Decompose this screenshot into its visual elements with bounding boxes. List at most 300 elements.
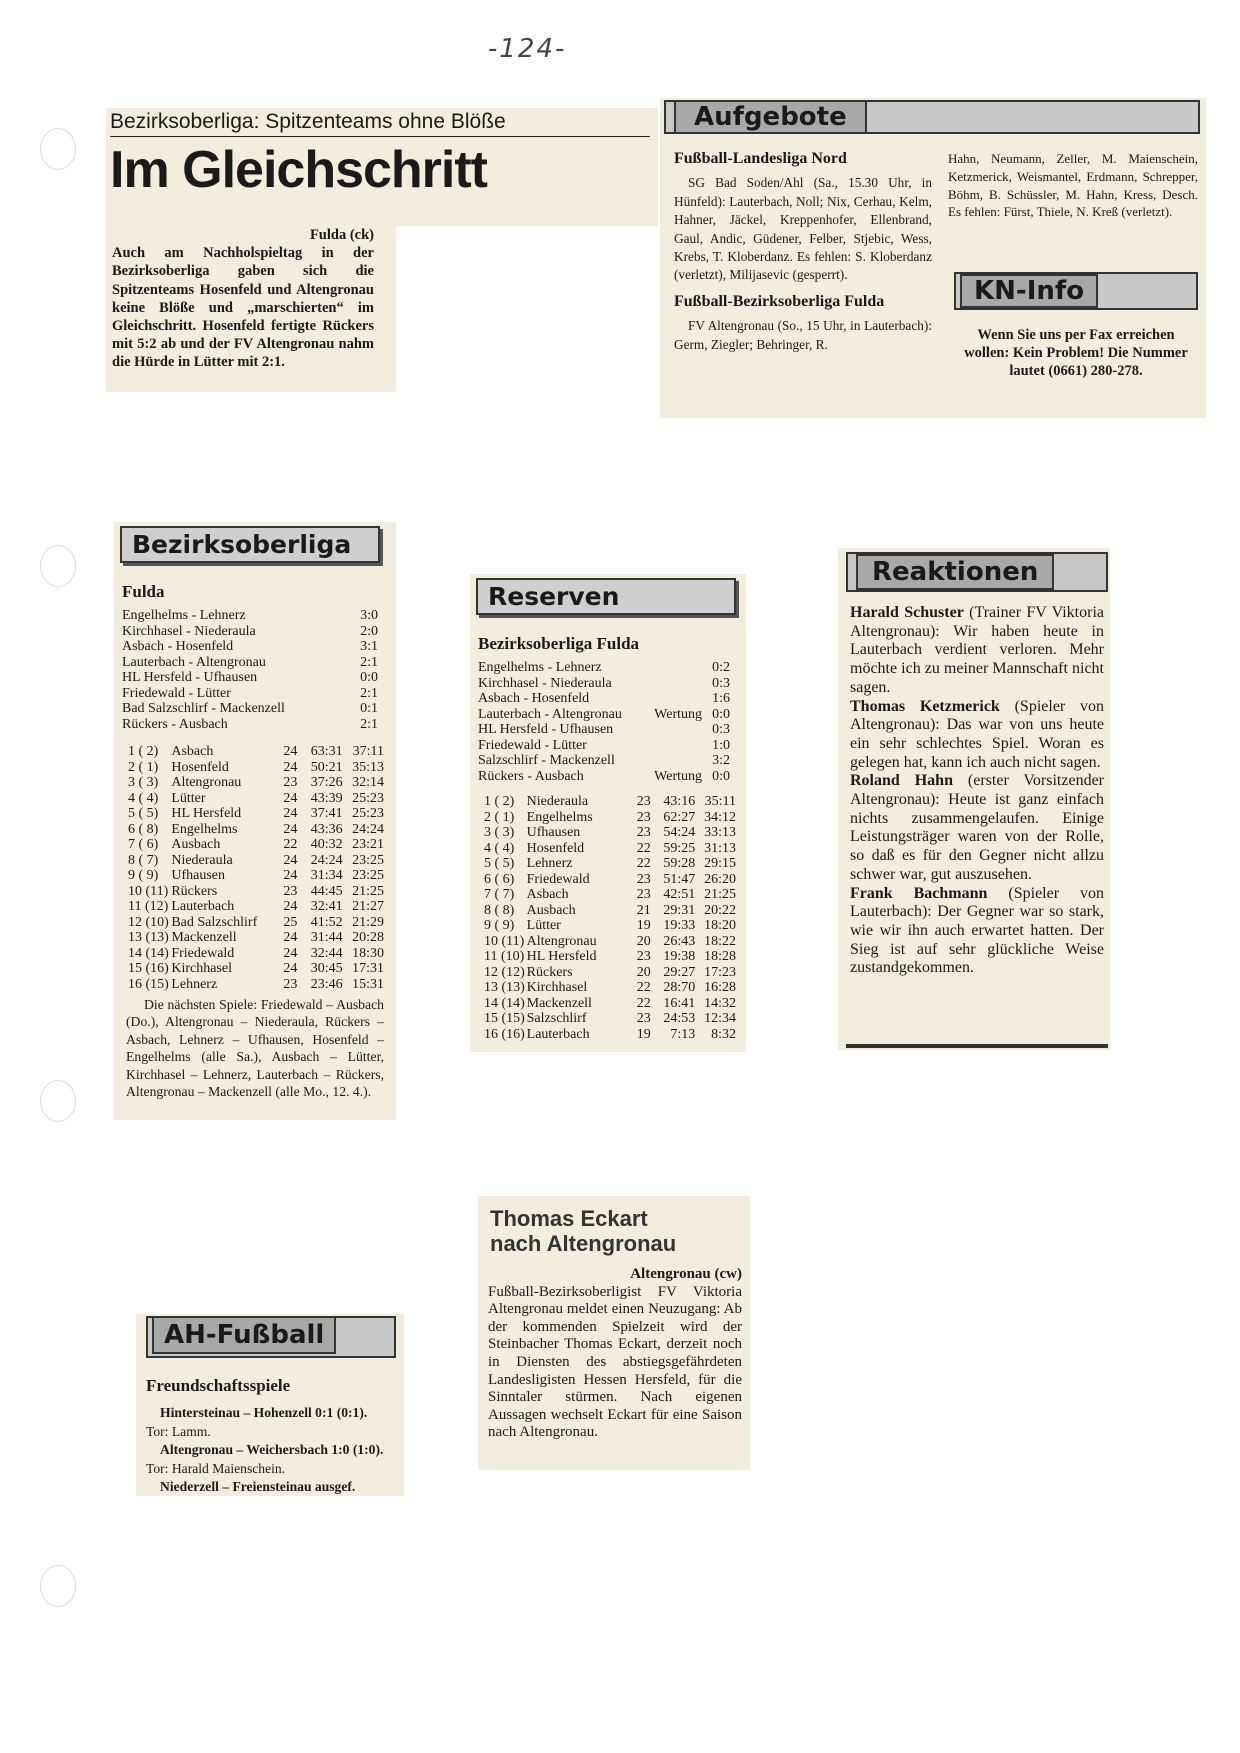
table-goals: 62:27 — [663, 809, 696, 825]
table-goals: 24:53 — [663, 1011, 696, 1026]
table-games: 25 — [283, 914, 298, 930]
result-match: Asbach - Hosenfeld — [478, 691, 590, 706]
result-score: 1:0 — [712, 737, 730, 753]
table-pos: 12 (12) — [484, 964, 525, 980]
table-goals: 7:13 — [670, 1026, 696, 1042]
table-points: 18:22 — [704, 933, 736, 949]
table-row — [484, 903, 736, 919]
table-goals: 59:25 — [663, 840, 696, 856]
table-points: 35:13 — [352, 759, 385, 775]
table-games: 22 — [636, 980, 651, 995]
table-team: Hosenfeld — [526, 840, 585, 856]
table-points: 17:31 — [352, 961, 385, 976]
table-pos: 12 (10) — [128, 914, 169, 930]
table-pos: 14 (14) — [484, 995, 525, 1011]
result-score: 3:2 — [712, 753, 730, 768]
reserven-standings — [484, 794, 736, 1042]
table-games: 24 — [283, 821, 298, 837]
table-goals: 37:41 — [310, 806, 343, 821]
table-games: 23 — [636, 825, 651, 840]
table-games: 21 — [636, 902, 651, 918]
table-games: 23 — [636, 871, 651, 887]
result-row — [478, 660, 730, 676]
reserven-results — [478, 660, 730, 784]
table-points: 31:13 — [704, 840, 736, 856]
table-row — [128, 868, 384, 884]
reaktionen-body — [850, 604, 1104, 978]
table-row — [484, 918, 736, 934]
result-match: Lauterbach - Altengronau — [478, 706, 622, 722]
table-goals: 41:52 — [310, 914, 343, 930]
table-row — [484, 934, 736, 950]
table-games: 22 — [636, 995, 651, 1011]
table-pos: 8 ( 8) — [484, 902, 515, 918]
table-row — [484, 856, 736, 872]
ah-line-plain: Tor: Harald Maienschein. — [146, 1460, 286, 1476]
table-pos: 5 ( 5) — [484, 856, 515, 871]
ah-line — [146, 1460, 396, 1479]
result-score: 2:1 — [360, 685, 378, 701]
table-pos: 7 ( 7) — [484, 887, 515, 902]
table-goals: 28:70 — [663, 980, 696, 995]
table-points: 18:20 — [704, 918, 736, 933]
table-pos: 15 (15) — [484, 1011, 525, 1026]
table-row — [484, 996, 736, 1012]
table-points: 21:29 — [352, 914, 385, 930]
reaktion-name: Harald Schuster — [850, 604, 964, 621]
result-row — [122, 686, 378, 702]
table-team: Ufhausen — [171, 868, 225, 883]
table-pos: 15 (16) — [128, 961, 169, 976]
table-goals: 24:24 — [310, 852, 343, 868]
table-points: 35:11 — [704, 794, 736, 809]
table-points: 21:27 — [352, 899, 385, 914]
table-games: 22 — [636, 840, 651, 856]
reserven-sub: Bezirksoberliga Fulda — [478, 634, 640, 653]
article-kicker: Bezirksoberliga: Spitzenteams ohne Blöße — [110, 110, 650, 137]
table-pos: 5 ( 5) — [128, 806, 159, 821]
table-goals: 26:43 — [663, 933, 696, 949]
table-row — [128, 853, 384, 869]
result-score: 3:0 — [360, 608, 378, 623]
reaktion-text: (erster Vorsitzender Altengronau): Heute ist ganz einfach nichts zusammengelaufen. Einige Leistungsträger waren von der Rolle, so daß es für den Gegner nicht allzu schwer war, gut auszusehen. — [850, 772, 1104, 883]
table-games: 24 — [283, 759, 298, 775]
result-match: Engelhelms - Lehnerz — [478, 660, 602, 675]
table-team: Hosenfeld — [171, 759, 229, 775]
table-team: Asbach — [171, 744, 214, 759]
table-games: 23 — [636, 887, 651, 902]
table-team: Rückers — [526, 964, 573, 980]
result-note: Wertung — [654, 768, 702, 784]
table-games: 22 — [283, 837, 298, 852]
table-team: HL Hersfeld — [171, 806, 242, 821]
table-pos: 6 ( 8) — [128, 821, 159, 837]
table-goals: 43:39 — [310, 790, 343, 806]
bezirksoberliga-standings — [128, 744, 384, 992]
table-row — [128, 775, 384, 791]
table-pos: 11 (10) — [484, 949, 525, 964]
table-goals: 32:44 — [310, 945, 343, 961]
binder-hole — [40, 128, 76, 170]
table-games: 24 — [283, 790, 298, 806]
table-row — [128, 760, 384, 776]
table-team: Kirchhasel — [526, 980, 588, 995]
table-goals: 63:31 — [310, 744, 343, 759]
table-points: 23:25 — [352, 852, 385, 868]
reaktion-item — [850, 885, 1104, 979]
result-match: Kirchhasel - Niederaula — [478, 675, 612, 691]
table-team: Lauterbach — [526, 1026, 590, 1042]
table-pos: 11 (12) — [128, 899, 169, 914]
table-games: 23 — [636, 949, 651, 964]
reaktion-name: Thomas Ketzmerick — [850, 697, 1000, 715]
result-match: Salzschlirf - Mackenzell — [478, 753, 615, 768]
table-games: 22 — [636, 856, 651, 871]
result-score: 0:0 — [360, 670, 378, 685]
table-team: Lehnerz — [171, 976, 218, 992]
table-row — [484, 794, 736, 810]
result-row — [122, 639, 378, 655]
table-games: 23 — [636, 809, 651, 825]
table-team: Engelhelms — [526, 809, 593, 825]
table-points: 23:21 — [352, 837, 385, 852]
aufgebote-text: FV Altengronau (So., 15 Uhr, in Lauterbach): Germ, Ziegler; Behringer, R. — [674, 318, 932, 352]
table-team: Niederaula — [526, 794, 589, 809]
reaktion-text: (Trainer FV Viktoria Altengronau): Wir haben heute in Lauterbach verdient verloren. Mehr möchte ich zu meiner Mannschaft nicht sagen. — [850, 604, 1104, 696]
reaktion-text: (Spieler von Lauterbach): Der Gegner war so stark, wie wir ihn auch erwartet hatten. Der Sieg ist auf sehr glückliche Weise zustandgekommen. — [850, 884, 1105, 977]
table-row — [484, 887, 736, 903]
table-row — [128, 884, 384, 900]
ah-lines — [146, 1404, 396, 1497]
table-row — [128, 806, 384, 822]
table-games: 23 — [636, 1011, 651, 1026]
table-pos: 2 ( 1) — [128, 759, 159, 775]
table-points: 24:24 — [352, 821, 385, 837]
table-row — [128, 822, 384, 838]
ah-sub: Freundschaftsspiele — [146, 1376, 291, 1395]
table-goals: 54:24 — [663, 825, 696, 840]
table-pos: 1 ( 2) — [128, 744, 159, 759]
result-match: Kirchhasel - Niederaula — [122, 623, 256, 639]
bezirksoberliga-header: Bezirksoberliga — [120, 526, 380, 563]
result-score: 0:3 — [712, 675, 730, 691]
result-row — [478, 691, 730, 707]
table-goals: 19:38 — [663, 949, 696, 964]
table-games: 24 — [283, 961, 298, 976]
table-games: 19 — [636, 918, 651, 933]
table-team: Friedewald — [171, 945, 235, 961]
table-pos: 14 (14) — [128, 945, 169, 961]
table-row — [128, 899, 384, 915]
table-team: Niederaula — [171, 852, 233, 868]
result-score: 0:1 — [360, 701, 378, 716]
ah-line-plain: Tor: Lamm. — [146, 1423, 211, 1439]
ah-header: AH-Fußball — [152, 1316, 336, 1354]
table-row — [484, 965, 736, 981]
table-team: Lauterbach — [171, 899, 235, 914]
table-points: 12:34 — [704, 1011, 736, 1026]
table-row — [128, 791, 384, 807]
eckart-dateline: Altengronau (cw) — [630, 1266, 742, 1282]
table-goals: 59:28 — [663, 856, 696, 871]
result-match: HL Hersfeld - Ufhausen — [122, 670, 258, 685]
table-goals: 42:51 — [663, 887, 696, 902]
aufgebote-col1 — [674, 150, 932, 354]
table-goals: 31:34 — [310, 868, 343, 883]
eckart-headline-line2: nach Altengronau — [490, 1231, 677, 1256]
result-score: 3:1 — [360, 639, 378, 654]
table-points: 17:23 — [704, 964, 736, 980]
table-row — [484, 825, 736, 841]
table-goals: 16:41 — [663, 995, 696, 1011]
table-games: 24 — [283, 930, 298, 945]
table-points: 21:25 — [704, 887, 736, 902]
table-games: 20 — [636, 964, 651, 980]
table-goals: 43:36 — [310, 821, 343, 837]
result-score: 1:6 — [712, 691, 730, 706]
table-games: 23 — [283, 883, 298, 899]
result-score: 2:1 — [360, 716, 378, 732]
table-pos: 3 ( 3) — [484, 825, 515, 840]
table-points: 26:20 — [704, 871, 736, 887]
result-row — [478, 769, 730, 785]
result-row — [478, 707, 730, 723]
table-points: 29:15 — [704, 856, 736, 871]
reaktionen-header: Reaktionen — [856, 554, 1054, 590]
ah-line — [146, 1441, 396, 1460]
result-match: Bad Salzschlirf - Mackenzell — [122, 701, 285, 716]
table-points: 18:30 — [352, 945, 385, 961]
table-games: 24 — [283, 744, 298, 759]
table-row — [128, 961, 384, 977]
table-team: Salzschlirf — [526, 1011, 587, 1026]
reaktion-item — [850, 604, 1104, 698]
result-match: Asbach - Hosenfeld — [122, 639, 234, 654]
table-pos: 16 (16) — [484, 1026, 525, 1042]
result-row — [122, 624, 378, 640]
reaktion-name: Frank Bachmann — [850, 884, 988, 902]
result-score: 0:0 — [712, 768, 730, 784]
table-row — [128, 930, 384, 946]
table-team: Altengronau — [171, 775, 242, 790]
table-points: 25:23 — [352, 790, 385, 806]
table-pos: 2 ( 1) — [484, 809, 515, 825]
result-score: 0:0 — [712, 706, 730, 722]
result-score: 2:0 — [360, 623, 378, 639]
reaktion-item — [850, 698, 1104, 773]
bezirksoberliga-sub: Fulda — [122, 582, 165, 601]
result-match: HL Hersfeld - Ufhausen — [478, 722, 614, 737]
table-team: Friedewald — [526, 871, 590, 887]
table-pos: 1 ( 2) — [484, 794, 515, 809]
table-games: 20 — [636, 933, 651, 949]
table-team: Altengronau — [526, 933, 597, 949]
table-row — [484, 810, 736, 826]
table-games: 23 — [636, 794, 651, 809]
table-games: 24 — [283, 852, 298, 868]
result-row — [478, 753, 730, 769]
table-team: Lütter — [171, 790, 206, 806]
reaktion-text: (Spieler von Altengronau): Das war von uns heute ein sehr schlechtes Spiel. Woran es gelegen hat, kann ich auch nicht sagen. — [850, 697, 1105, 771]
table-points: 18:28 — [704, 949, 736, 964]
table-team: Engelhelms — [171, 821, 238, 837]
article-body: Auch am Nachholspieltag in der Bezirksoberliga gaben sich die Spitzenteams Hosenfeld und Altengronau keine Blöße und „marschierten“ im Gleichschritt. Hosenfeld fertigte Rückers mit 5:2 ab und der FV Altengronau nahm die Hürde in Lütter mit 2:1. — [112, 245, 374, 371]
table-goals: 40:32 — [310, 837, 343, 852]
aufgebote-text: SG Bad Soden/Ahl (Sa., 15.30 Uhr, in Hünfeld): Lauterbach, Noll; Nix, Cerhau, Kelm, Hahner, Jäckel, Kreppenhofer, Ellenbrand, Gaul, Andic, Güdener, Felber, Stjebic, Wess, Krebs, T. Kloberdanz. Es fehlen: S. Kloberdanz (verletzt), Milijasevic (gesperrt). — [674, 175, 932, 283]
table-goals: 43:16 — [663, 794, 696, 809]
table-pos: 8 ( 7) — [128, 852, 159, 868]
table-goals: 29:27 — [663, 964, 696, 980]
result-score: 0:3 — [712, 722, 730, 737]
result-row — [478, 676, 730, 692]
result-row — [122, 701, 378, 717]
table-team: HL Hersfeld — [526, 949, 597, 964]
eckart-body: Fußball-Bezirksoberligist FV Viktoria Altengronau meldet einen Neuzugang: Ab der kommenden Spielzeit wird der Steinbacher Thomas Eckart, derzeit noch in Diensten des abstiegsgefährdeten Landesligisten Hessen Hersfeld, für die Sinntaler stürmen. Nach eigenen Aussagen wechselt Eckart für eine Saison nach Altengronau. — [488, 1283, 742, 1441]
eckart-headline-line1: Thomas Eckart — [490, 1206, 648, 1231]
table-games: 24 — [283, 899, 298, 914]
ah-line — [146, 1478, 396, 1497]
result-match: Friedewald - Lütter — [478, 737, 587, 753]
table-row — [128, 837, 384, 853]
result-note: Wertung — [654, 706, 702, 722]
table-team: Ufhausen — [526, 825, 581, 840]
table-goals: 50:21 — [310, 759, 343, 775]
table-pos: 10 (11) — [128, 883, 169, 899]
eckart-headline — [490, 1206, 676, 1256]
table-points: 25:23 — [352, 806, 385, 821]
result-match: Rückers - Ausbach — [122, 716, 228, 732]
aufgebote-header: Aufgebote — [674, 100, 867, 134]
binder-hole — [40, 1080, 76, 1122]
table-games: 24 — [283, 868, 298, 883]
kninfo-text: Wenn Sie uns per Fax erreichen wollen: Kein Problem! Die Nummer lautet (0661) 280-278. — [964, 327, 1188, 379]
table-row — [128, 977, 384, 993]
table-team: Mackenzell — [171, 930, 237, 945]
table-goals: 23:46 — [310, 976, 343, 992]
bezirksoberliga-next: Die nächsten Spiele: Friedewald – Ausbach (Do.), Altengronau – Niederaula, Rückers – Asbach, Lehnerz – Ufhausen, Hosenfeld – Engelhelms (alle Sa.), Ausbach – Lütter, Kirchhasel – Lehnerz, Lauterbach – Rückers, Altengronau – Mackenzell (alle Mo., 12. 4.). — [126, 997, 384, 1100]
table-points: 14:32 — [704, 995, 736, 1011]
result-row — [478, 722, 730, 738]
table-pos: 16 (15) — [128, 976, 169, 992]
table-team: Rückers — [171, 883, 218, 899]
table-pos: 3 ( 3) — [128, 775, 159, 790]
ah-line — [146, 1423, 396, 1442]
table-points: 15:31 — [352, 976, 385, 992]
table-points: 32:14 — [352, 775, 385, 790]
table-pos: 9 ( 9) — [484, 918, 515, 933]
table-pos: 4 ( 4) — [128, 790, 159, 806]
result-row — [122, 670, 378, 686]
table-goals: 31:44 — [310, 930, 343, 945]
table-goals: 19:33 — [663, 918, 696, 933]
reaktion-name: Roland Hahn — [850, 772, 953, 790]
table-row — [128, 946, 384, 962]
table-pos: 6 ( 6) — [484, 871, 515, 887]
table-row — [484, 872, 736, 888]
table-team: Asbach — [526, 887, 569, 902]
table-team: Lehnerz — [526, 856, 573, 871]
table-goals: 29:31 — [663, 902, 696, 918]
ah-line — [146, 1404, 396, 1423]
table-points: 16:28 — [704, 980, 736, 995]
table-team: Ausbach — [526, 902, 576, 918]
table-row — [128, 915, 384, 931]
table-row — [484, 980, 736, 996]
table-points: 20:22 — [704, 902, 736, 918]
page-number: -124- — [488, 34, 567, 64]
ah-line-bold: Hintersteinau – Hohenzell 0:1 (0:1). — [160, 1405, 368, 1420]
table-goals: 51:47 — [663, 871, 696, 887]
table-pos: 13 (13) — [128, 930, 169, 945]
table-goals: 44:45 — [310, 883, 343, 899]
ah-line-bold: Niederzell – Freiensteinau ausgef. — [160, 1479, 356, 1495]
table-games: 19 — [636, 1026, 651, 1042]
table-team: Mackenzell — [526, 995, 592, 1011]
bezirksoberliga-results — [122, 608, 378, 732]
result-match: Friedewald - Lütter — [122, 685, 231, 701]
result-row — [122, 655, 378, 671]
result-match: Rückers - Ausbach — [478, 768, 584, 784]
binder-hole — [40, 545, 76, 587]
aufgebote-heading: Fußball-Bezirksoberliga Fulda — [674, 292, 885, 310]
table-row — [128, 744, 384, 760]
result-row — [478, 738, 730, 754]
table-team: Kirchhasel — [171, 961, 232, 976]
result-match: Engelhelms - Lehnerz — [122, 608, 246, 623]
kninfo-header: KN-Info — [960, 274, 1098, 308]
result-score: 0:2 — [712, 660, 730, 675]
table-goals: 37:26 — [310, 775, 343, 790]
table-row — [484, 949, 736, 965]
table-games: 24 — [283, 945, 298, 961]
result-row — [122, 608, 378, 624]
table-team: Lütter — [526, 918, 561, 933]
result-row — [122, 717, 378, 733]
reserven-header: Reserven — [476, 578, 736, 615]
table-row — [484, 841, 736, 857]
table-pos: 10 (11) — [484, 933, 525, 949]
reaktion-item — [850, 772, 1104, 884]
table-games: 23 — [283, 775, 298, 790]
table-points: 8:32 — [711, 1026, 736, 1042]
table-row — [484, 1027, 736, 1043]
table-pos: 4 ( 4) — [484, 840, 515, 856]
article-headline: Im Gleichschritt — [110, 141, 487, 199]
binder-hole — [40, 1565, 76, 1607]
table-pos: 13 (13) — [484, 980, 525, 995]
table-pos: 9 ( 9) — [128, 868, 159, 883]
table-points: 23:25 — [352, 868, 385, 883]
result-match: Lauterbach - Altengronau — [122, 654, 266, 670]
table-goals: 32:41 — [310, 899, 343, 914]
table-points: 21:25 — [352, 883, 385, 899]
table-pos: 7 ( 6) — [128, 837, 159, 852]
table-games: 24 — [283, 806, 298, 821]
table-points: 33:13 — [704, 825, 736, 840]
aufgebote-col2: Hahn, Neumann, Zeller, M. Maienschein, Ketzmerick, Weismantel, Erdmann, Schrepper, Böhm, B. Schüssler, M. Hahn, Kress, Desch. Es fehlen: Fürst, Thiele, N. Kreß (verletzt). — [948, 151, 1198, 220]
table-team: Ausbach — [171, 837, 221, 852]
table-row — [484, 1011, 736, 1027]
table-games: 23 — [283, 976, 298, 992]
table-goals: 30:45 — [310, 961, 343, 976]
result-score: 2:1 — [360, 654, 378, 670]
aufgebote-heading: Fußball-Landesliga Nord — [674, 150, 847, 167]
table-points: 20:28 — [352, 930, 385, 945]
article-dateline: Fulda (ck) — [309, 227, 374, 243]
table-points: 34:12 — [704, 809, 736, 825]
table-team: Bad Salzschlirf — [171, 914, 258, 930]
ah-line-bold: Altengronau – Weichersbach 1:0 (1:0). — [160, 1442, 384, 1458]
